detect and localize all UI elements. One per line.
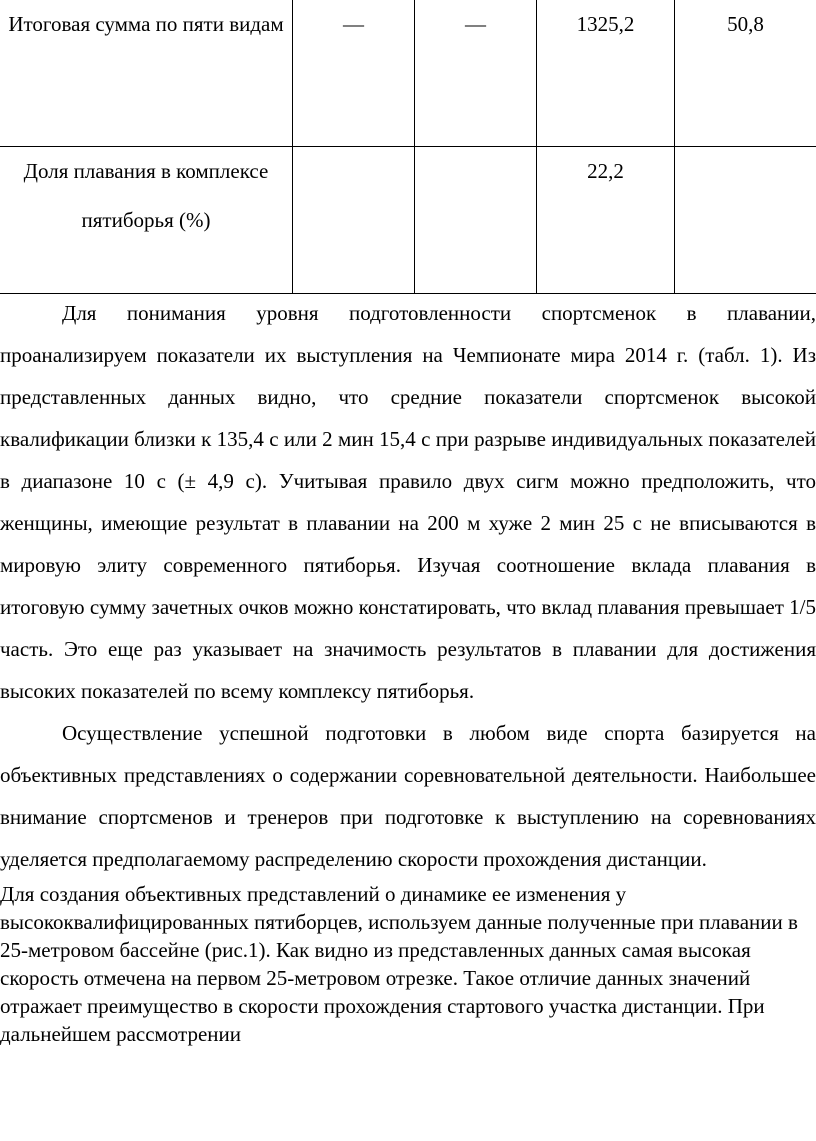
table-cell: 50,8	[675, 0, 816, 147]
table-cell: —	[415, 0, 537, 147]
row-label: Доля плавания в комплексе пятиборья (%)	[0, 147, 293, 294]
table-cell: —	[293, 0, 415, 147]
table-cell	[415, 147, 537, 294]
paragraph: Осуществление успешной подготовки в любом виде спорта базируется на объективных представлениях о содержании соревновательной деятельности. Наибольшее внимание спортсменов и тренеров при подготовке к выступлению на соревнованиях уделяется предполагаемому распределению скорости прохождения дистанции.	[0, 721, 816, 871]
results-table	[0, 0, 816, 294]
row-label: Итоговая сумма по пяти видам	[0, 0, 293, 147]
table-row	[0, 147, 816, 294]
paragraph: Для создания объективных представлений о динамике ее изменения у высококвалифицированных пятиборцев, используем данные полученные при плавании в 25-метровом бассейне (рис.1). Как видно из представленных данных самая высокая скорость отмечена на первом 25-метровом отрезке. Такое отличие данных значений отражает преимущество в скорости прохождения стартового участка дистанции. При дальнейшем рассмотрении	[0, 882, 798, 1046]
table-cell	[293, 147, 415, 294]
table-row	[0, 0, 816, 147]
table-cell	[675, 147, 816, 294]
table-cell: 1325,2	[537, 0, 675, 147]
body-text	[0, 292, 816, 1048]
paragraph: Для понимания уровня подготовленности спортсменок в плавании, проанализируем показатели их выступления на Чемпионате мира 2014 г. (табл. 1). Из представленных данных видно, что средние показатели спортсменок высокой квалификации близки к 135,4 с или 2 мин 15,4 с при разрыве индивидуальных показателей в диапазоне 10 с (± 4,9 с). Учитывая правило двух сигм можно предположить, что женщины, имеющие результат в плавании на 200 м хуже 2 мин 25 с не вписываются в мировую элиту современного пятиборья. Изучая соотношение вклада плавания в итоговую сумму зачетных очков можно констатировать, что вклад плавания превышает 1/5 часть. Это еще раз указывает на значимость результатов в плавании для достижения высоких показателей по всему комплексу пятиборья.	[0, 301, 816, 703]
table-cell: 22,2	[537, 147, 675, 294]
